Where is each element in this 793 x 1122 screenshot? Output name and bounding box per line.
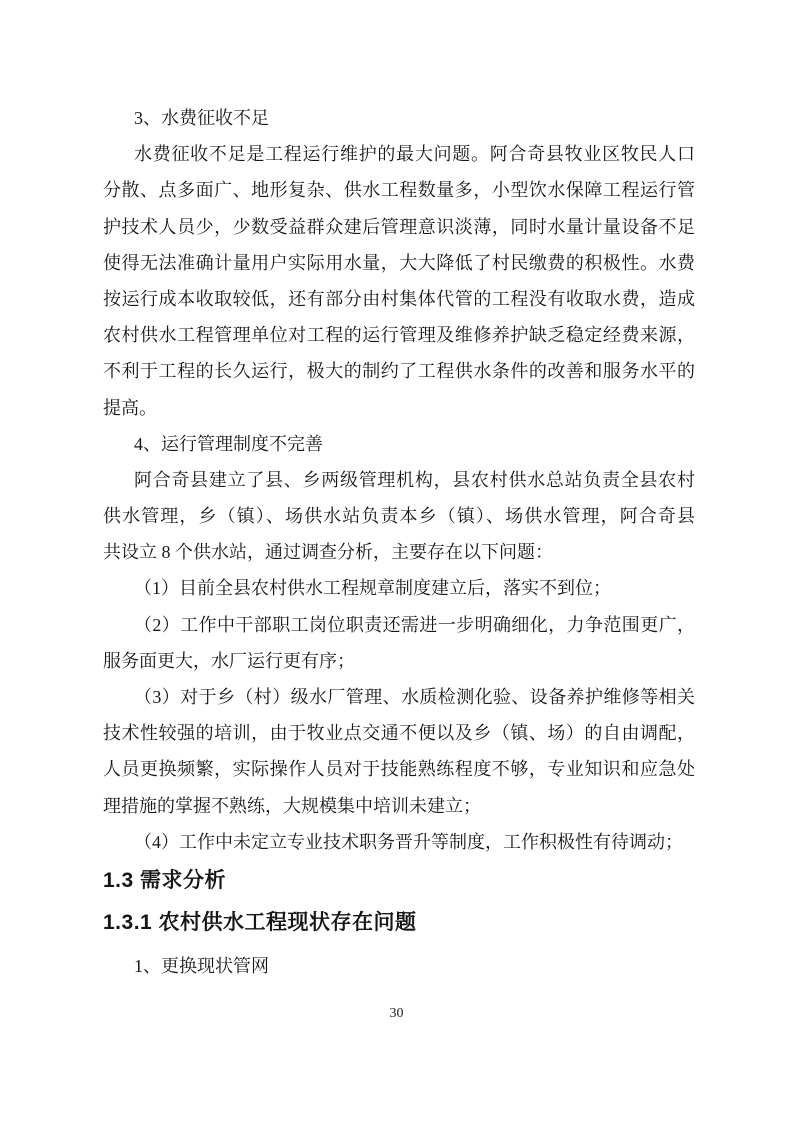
subsection-heading: 1.3.1 农村供水工程现状存在问题 xyxy=(103,910,417,934)
section-heading: 1.3 需求分析 xyxy=(103,868,227,892)
body-line: 共设立 8 个供水站，通过调查分析，主要存在以下问题： xyxy=(103,542,553,563)
page-body xyxy=(103,100,695,984)
body-line: 技术性较强的培训，由于牧业点交通不便以及乡（镇、场）的自由调配， xyxy=(103,723,695,744)
body-line: 护技术人员少，少数受益群众建后管理意识淡薄，同时水量计量设备不足 xyxy=(103,216,695,237)
body-line: 供水管理，乡（镇）、场供水站负责本乡（镇）、场供水管理，阿合奇县 xyxy=(103,506,695,527)
body-line: 理措施的掌握不熟练，大规模集中培训未建立； xyxy=(103,795,481,816)
body-line: 提高。 xyxy=(103,397,157,418)
body-line: 农村供水工程管理单位对工程的运行管理及维修养护缺乏稳定经费来源， xyxy=(103,325,695,346)
body-line: 分散、点多面广、地形复杂、供水工程数量多，小型饮水保障工程运行管 xyxy=(103,180,695,201)
page-number: 30 xyxy=(389,1006,404,1021)
body-line: 水费征收不足是工程运行维护的最大问题。阿合奇县牧业区牧民人口 xyxy=(134,144,695,165)
body-line: （3）对于乡（村）级水厂管理、水质检测化验、设备养护维修等相关 xyxy=(134,687,695,707)
body-line: 按运行成本收取较低，还有部分由村集体代管的工程没有收取水费，造成 xyxy=(103,288,695,309)
body-line: 阿合奇县建立了县、乡两级管理机构，县农村供水总站负责全县农村 xyxy=(134,469,695,490)
body-line: 服务面更大，水厂运行更有序； xyxy=(103,650,355,671)
body-line: 4、运行管理制度不完善 xyxy=(134,433,323,454)
body-line: （1）目前全县农村供水工程规章制度建立后，落实不到位； xyxy=(134,578,611,599)
body-line: 1、更换现状管网 xyxy=(134,955,269,976)
body-line: 人员更换频繁，实际操作人员对于技能熟练程度不够，专业知识和应急处 xyxy=(103,759,695,780)
body-line: 不利于工程的长久运行，极大的制约了工程供水条件的改善和服务水平的 xyxy=(103,361,695,382)
body-line: 3、水费征收不足 xyxy=(134,108,269,128)
body-line: 使得无法准确计量用户实际用水量，大大降低了村民缴费的积极性。水费 xyxy=(103,252,695,273)
body-line: （2）工作中干部职工岗位职责还需进一步明确细化，力争范围更广， xyxy=(134,614,695,635)
body-line: （4）工作中未定立专业技术职务晋升等制度，工作积极性有待调动； xyxy=(134,831,683,852)
